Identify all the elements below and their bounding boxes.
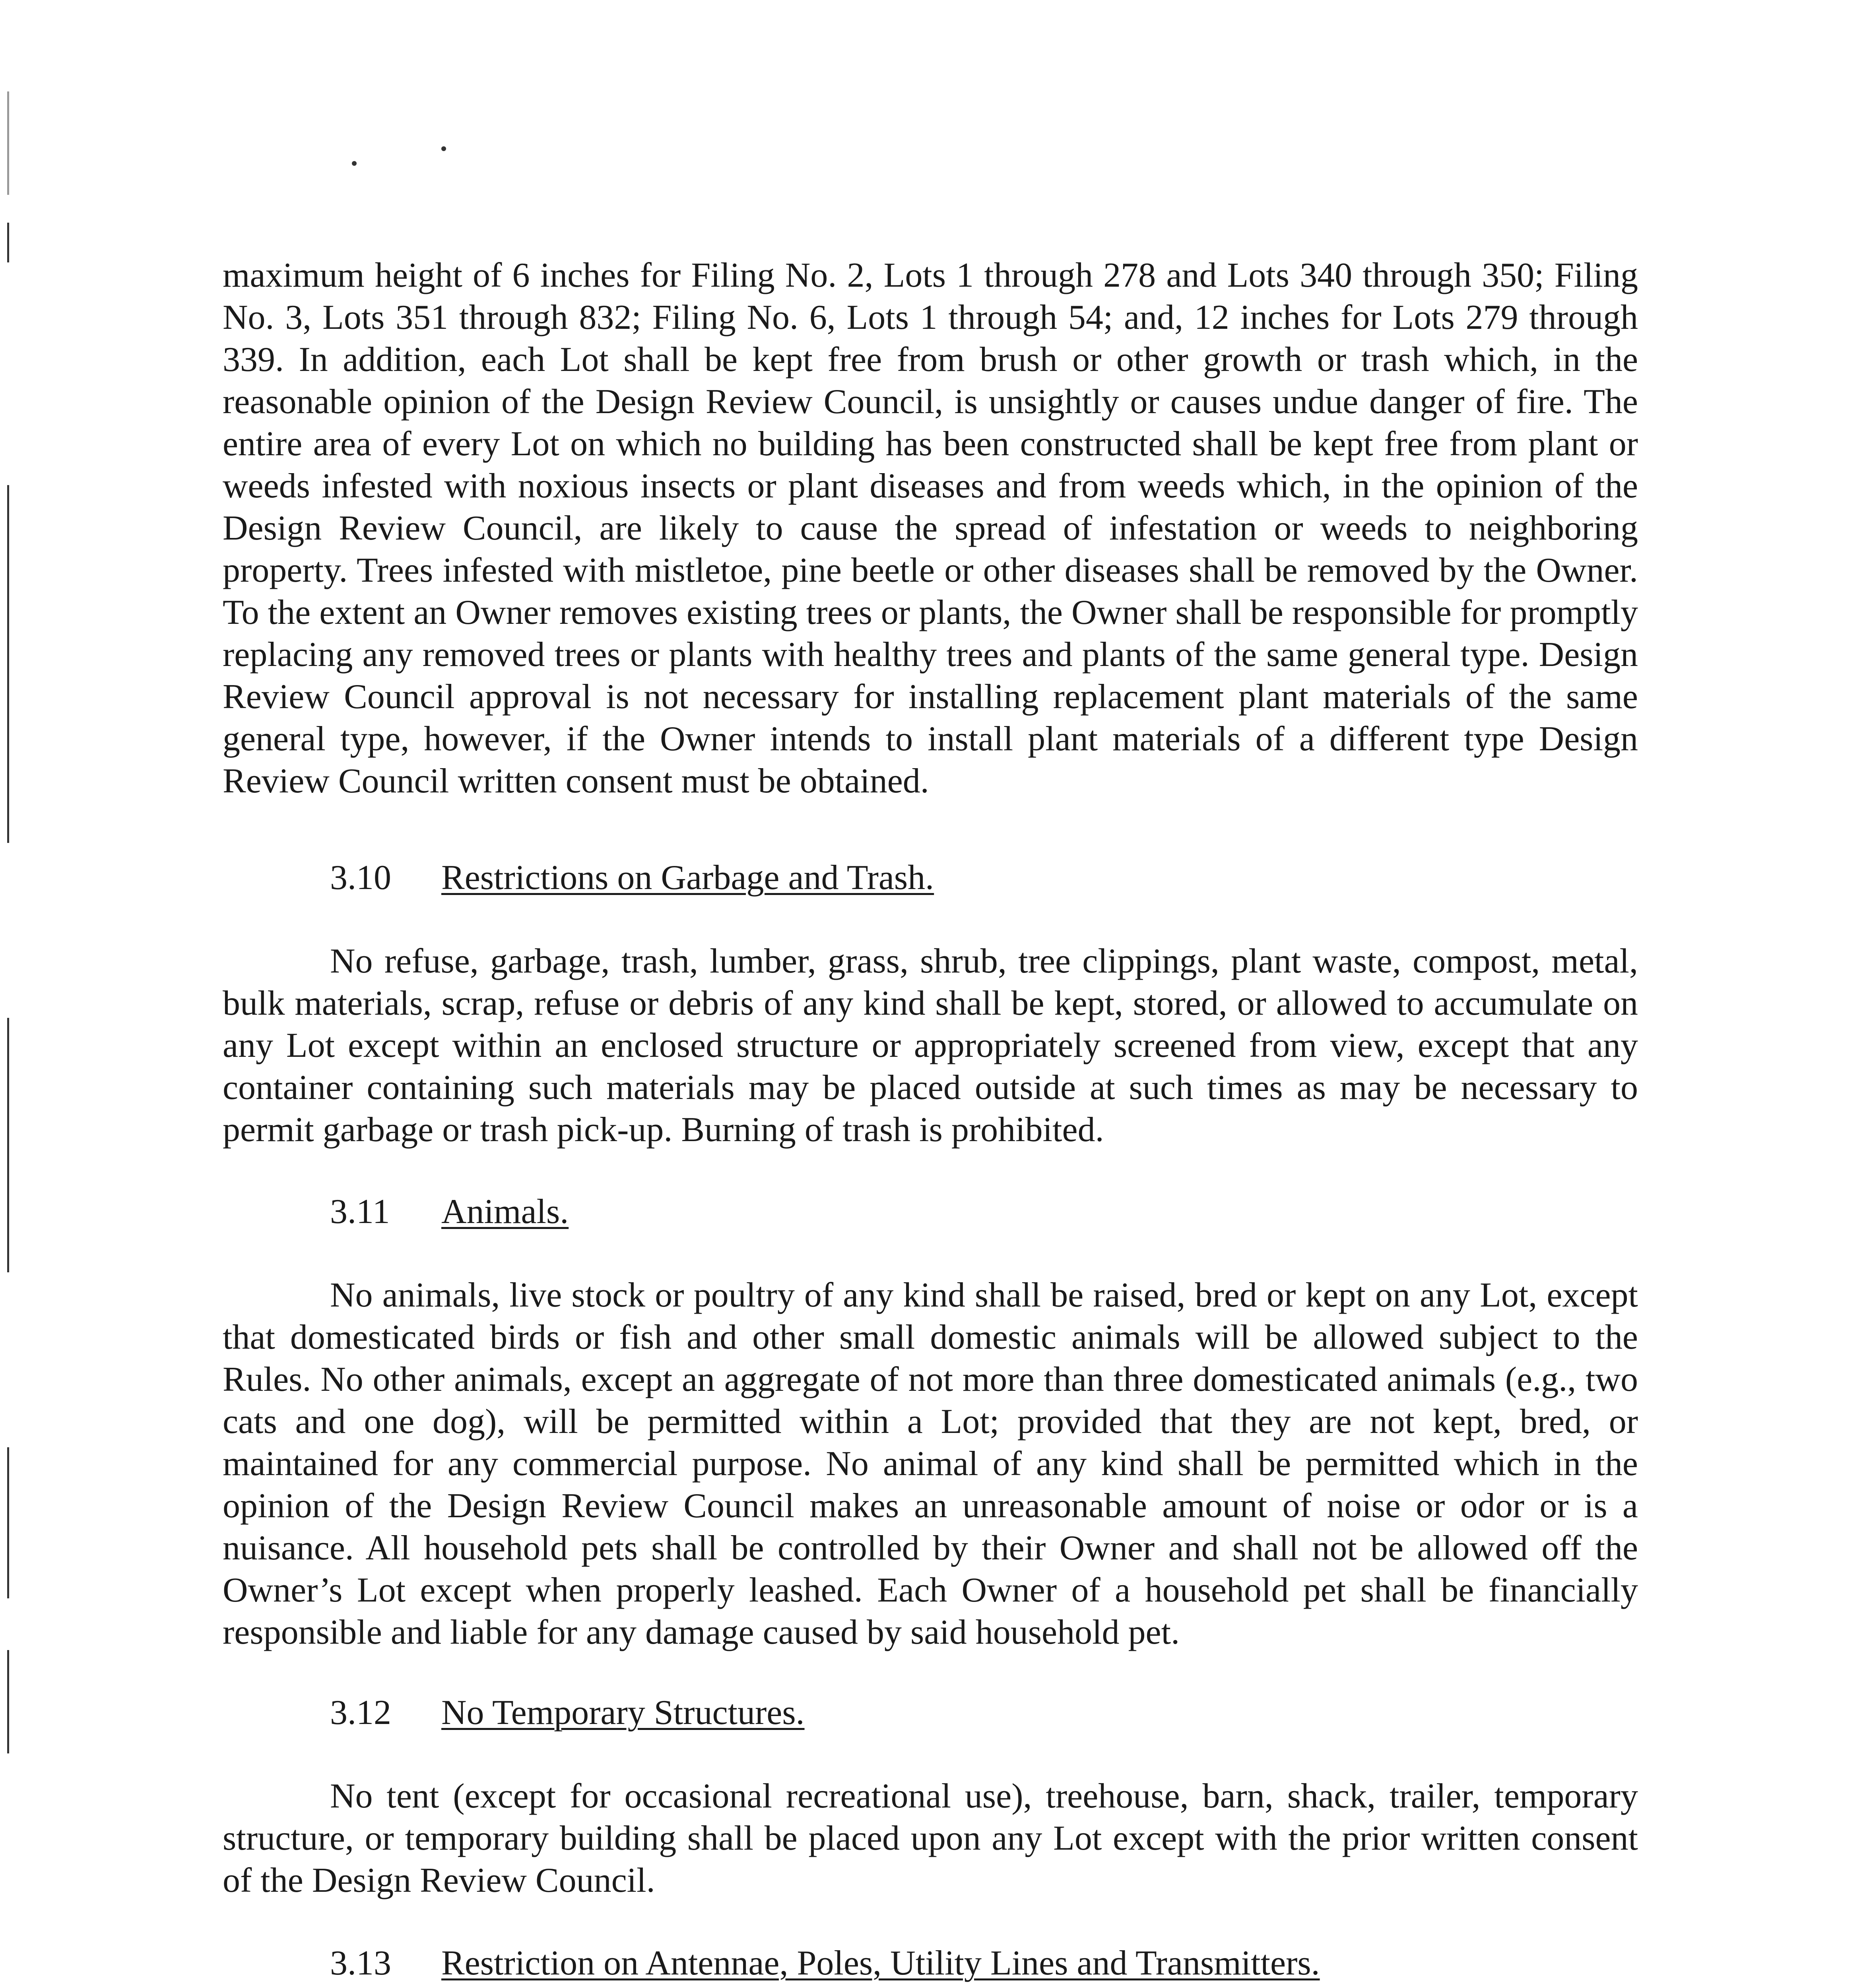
- section-heading-3-13: [330, 1942, 1320, 1984]
- scan-speck: [441, 146, 446, 151]
- section-number: 3.11: [330, 1192, 390, 1231]
- section-body-3-10: No refuse, garbage, trash, lumber, grass, shrub, tree clippings, plant waste, compost, metal, bulk materials, scrap, refuse or debris of any kind shall be kept, stored, or allowed to accumulate on any Lot except within an enclosed structure or appropriately screened from view, except that any container containing such materials may be placed outside at such times as may be necessary to permit garbage or trash pick-up. Burning of trash is prohibited.: [223, 942, 1638, 1149]
- section-title: Animals.: [441, 1192, 569, 1231]
- scan-margin-mark: [7, 1447, 9, 1598]
- section-body-3-11: No animals, live stock or poultry of any kind shall be raised, bred or kept on any Lot, except that domesticated birds or fish and other small domestic animals will be allowed subject to the Rules. No other animals, except an aggregate of not more than three domesticated animals (e.g., two cats and one dog), will be permitted within a Lot; provided that they are not kept, bred, or maintained for any commercial purpose. No animal of any kind shall be permitted which in the opinion of the Design Review Council makes an unreasonable amount of noise or odor or is a nuisance. All household pets shall be controlled by their Owner and shall not be allowed off the Owner’s Lot except when properly leashed. Each Owner of a household pet shall be financially responsible and liable for any damage caused by said household pet.: [223, 1276, 1638, 1652]
- section-body-3-12: No tent (except for occasional recreational use), treehouse, barn, shack, trailer, temporary structure, or temporary building shall be placed upon any Lot except with the prior written consent of the Design Review Council.: [223, 1777, 1638, 1900]
- section-number: 3.12: [330, 1693, 391, 1732]
- section-title: Restriction on Antennae, Poles, Utility Lines and Transmitters.: [441, 1944, 1320, 1982]
- paragraph-continuation: maximum height of 6 inches for Filing No. 2, Lots 1 through 278 and Lots 340 through 350; Filing No. 3, Lots 351 through 832; Filing No. 6, Lots 1 through 54; and, 12 inches for Lots 279 through 339. In addition, each Lot shall be kept free from brush or other growth or trash which, in the reasonable opinion of the Design Review Council, is unsightly or causes undue danger of fire. The entire area of every Lot on which no building has been constructed shall be kept free from plant or weeds infested with noxious insects or plant diseases and from weeds which, in the opinion of the Design Review Council, are likely to cause the spread of infestation or weeds to neighboring property. Trees infested with mistletoe, pine beetle or other diseases shall be removed by the Owner. To the extent an Owner removes existing trees or plants, the Owner shall be responsible for promptly replacing any removed trees or plants with healthy trees and plants of the same general type. Design Review Council approval is not necessary for installing replacement plant materials of the same general type, however, if the Owner intends to install plant materials of a different type Design Review Council written consent must be obtained.: [223, 256, 1638, 800]
- scan-margin-mark: [7, 91, 9, 195]
- section-title: Restrictions on Garbage and Trash.: [441, 858, 934, 897]
- section-heading-3-11: [330, 1191, 569, 1233]
- scan-speck: [352, 161, 357, 166]
- section-heading-3-10: [330, 857, 934, 899]
- section-number: 3.13: [330, 1944, 391, 1982]
- scan-margin-mark: [7, 1018, 9, 1272]
- scan-margin-mark: [7, 1650, 9, 1753]
- scan-margin-mark: [7, 223, 9, 262]
- section-title: No Temporary Structures.: [441, 1693, 805, 1732]
- section-number: 3.10: [330, 858, 391, 897]
- section-heading-3-12: [330, 1692, 805, 1734]
- scan-margin-mark: [7, 485, 9, 843]
